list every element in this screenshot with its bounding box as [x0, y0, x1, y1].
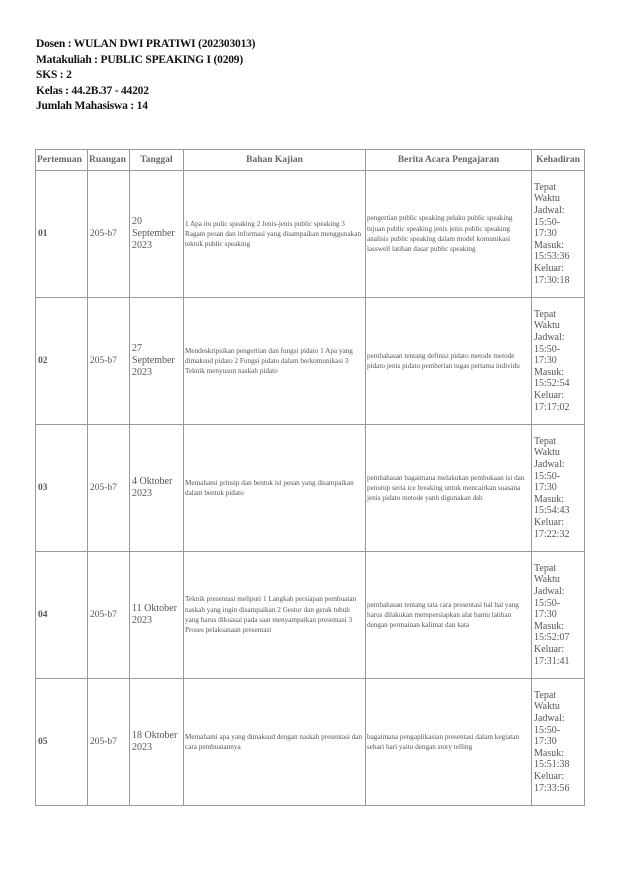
attendance-line: 15:52:07 — [534, 632, 570, 644]
attendance-cell — [532, 171, 585, 298]
column-header-bahan: Bahan Kajian — [184, 150, 366, 171]
attendance-cell — [532, 298, 585, 425]
attendance-line: Waktu — [534, 574, 560, 586]
attendance-line: 17:30 — [534, 736, 557, 748]
meeting-number-cell: 05 — [36, 679, 88, 806]
course-line: Matakuliah : PUBLIC SPEAKING I (0209) — [36, 53, 243, 66]
room-cell: 205-b7 — [88, 552, 130, 679]
attendance-line: Masuk: — [534, 493, 564, 505]
attendance-line: Keluar: — [534, 770, 564, 782]
attendance-cell — [532, 425, 585, 552]
attendance-line: Tepat — [534, 689, 557, 701]
attendance-line: 17:17:02 — [534, 401, 570, 413]
attendance-line: Tepat — [534, 181, 557, 193]
attendance-line: 17:30 — [534, 482, 557, 494]
column-header-pertemuan: Pertemuan — [36, 150, 88, 171]
table-row — [36, 171, 585, 298]
attendance-line: Waktu — [534, 320, 560, 332]
report-cell: pembahasan tentang tata cara presentasi hal hal yang harus dilakukan mempersiapkan alat bantu latihan dengan permainan kalimat dan kata — [366, 552, 532, 679]
attendance-line: Keluar: — [534, 516, 564, 528]
attendance-line: 17:30 — [534, 609, 557, 621]
attendance-line: Jadwal: — [534, 459, 565, 471]
attendance-line: 15:53:36 — [534, 251, 570, 263]
room-cell: 205-b7 — [88, 425, 130, 552]
attendance-line: Keluar: — [534, 643, 564, 655]
attendance-line: 15:52:54 — [534, 378, 570, 390]
attendance-line: Jadwal: — [534, 332, 565, 344]
date-cell: 18 Oktober 2023 — [130, 679, 184, 806]
topic-cell: Teknik presentasi meliputi 1 Langkah persiapan pembuatan naskah yang ingin disampaikan 2 Gestur dan gerak tubuh yang harus dikuasai pada saat menyampaikan presentasi 3 Proses pelaksanaan presentasi — [184, 552, 366, 679]
report-cell: pembahasan bagaimana melakukan pembukaan isi dan penutup serta ice breaking untuk mencairkan suasana jenis pidato metode yanh digunakan dsb — [366, 425, 532, 552]
attendance-line: Keluar: — [534, 389, 564, 401]
attendance-line: 17:30:18 — [534, 274, 570, 286]
teaching-journal-table — [35, 149, 585, 806]
attendance-line: Jadwal: — [534, 713, 565, 725]
attendance-line: Keluar: — [534, 262, 564, 274]
attendance-line: Waktu — [534, 447, 560, 459]
report-cell: pembahasan tentang definisi pidato metode metode pidato jenis pidato pemberian tugas pertama individu — [366, 298, 532, 425]
room-cell: 205-b7 — [88, 298, 130, 425]
attendance-line: Tepat — [534, 308, 557, 320]
attendance-line: Masuk: — [534, 366, 564, 378]
topic-cell: Memahami prinsip dan bentuk isi pesan yang disampaikan dalam bentuk pidato — [184, 425, 366, 552]
date-cell: 11 Oktober 2023 — [130, 552, 184, 679]
table-row — [36, 425, 585, 552]
class-line: Kelas : 44.2B.37 - 44202 — [36, 84, 149, 97]
table-row — [36, 679, 585, 806]
report-cell: bagaimana pengaplikasian presentasi dalam kegiatan sehari hari yaitu dengan story telling — [366, 679, 532, 806]
attendance-cell — [532, 679, 585, 806]
attendance-line: Jadwal: — [534, 205, 565, 217]
meeting-number-cell: 04 — [36, 552, 88, 679]
attendance-line: Tepat — [534, 435, 557, 447]
report-cell: pengertian public speaking pelaku public speaking tujuan public speaking jenis jenis public speaking analisis public speaking dalam model komunikasi lasswell latihan dasar public speaking — [366, 171, 532, 298]
attendance-line: Tepat — [534, 562, 557, 574]
table-row — [36, 552, 585, 679]
attendance-line: Masuk: — [534, 239, 564, 251]
column-header-tanggal: Tanggal — [130, 150, 184, 171]
attendance-line: 17:30 — [534, 355, 557, 367]
attendance-cell — [532, 552, 585, 679]
attendance-line: Masuk: — [534, 620, 564, 632]
date-cell: 20 September 2023 — [130, 171, 184, 298]
meeting-number-cell: 03 — [36, 425, 88, 552]
topic-cell: Memahami apa yang dimaksud dengan naskah presentasi dan cara pembuatannya — [184, 679, 366, 806]
attendance-line: 15:50- — [534, 216, 561, 228]
column-header-berita: Berita Acara Pengajaran — [366, 150, 532, 171]
attendance-line: 17:22:32 — [534, 528, 570, 540]
attendance-line: Jadwal: — [534, 586, 565, 598]
attendance-line: Masuk: — [534, 747, 564, 759]
room-cell: 205-b7 — [88, 171, 130, 298]
table-row — [36, 298, 585, 425]
topic-cell: Mendeskripsikan pengertian dan fungsi pidato 1 Apa yang dimaksud pidato 2 Fungsi pidato dalam berkomunikasi 3 Teknik menyusun naskah pidato — [184, 298, 366, 425]
document-header — [36, 37, 255, 115]
date-cell: 4 Oktober 2023 — [130, 425, 184, 552]
table-body — [36, 171, 585, 806]
student-count-line: Jumlah Mahasiswa : 14 — [36, 100, 148, 112]
meeting-number-cell: 02 — [36, 298, 88, 425]
column-header-kehadiran: Kehadiran — [532, 150, 585, 171]
attendance-line: 17:30 — [534, 228, 557, 240]
topic-cell: 1 Apa itu pulic speaking 2 Jenis-jenis public speaking 3 Ragam pesan dan informasi yang disampaikan menggunakan teknik public speaking — [184, 171, 366, 298]
lecturer-line: Dosen : WULAN DWI PRATIWI (202303013) — [36, 38, 256, 50]
meeting-number-cell: 01 — [36, 171, 88, 298]
table-header-row — [36, 150, 585, 171]
attendance-line: Waktu — [534, 193, 560, 205]
attendance-line: 15:50- — [534, 724, 561, 736]
attendance-line: 15:50- — [534, 597, 561, 609]
attendance-line: 15:54:43 — [534, 505, 570, 517]
column-header-ruangan: Ruangan — [88, 150, 130, 171]
attendance-line: 15:50- — [534, 343, 561, 355]
attendance-line: 17:33:56 — [534, 782, 570, 794]
date-cell: 27 September 2023 — [130, 298, 184, 425]
credits-line: SKS : 2 — [36, 69, 72, 81]
attendance-line: 17:31:41 — [534, 655, 570, 667]
attendance-line: Waktu — [534, 701, 560, 713]
attendance-line: 15:50- — [534, 470, 561, 482]
attendance-line: 15:51:38 — [534, 759, 570, 771]
room-cell: 205-b7 — [88, 679, 130, 806]
